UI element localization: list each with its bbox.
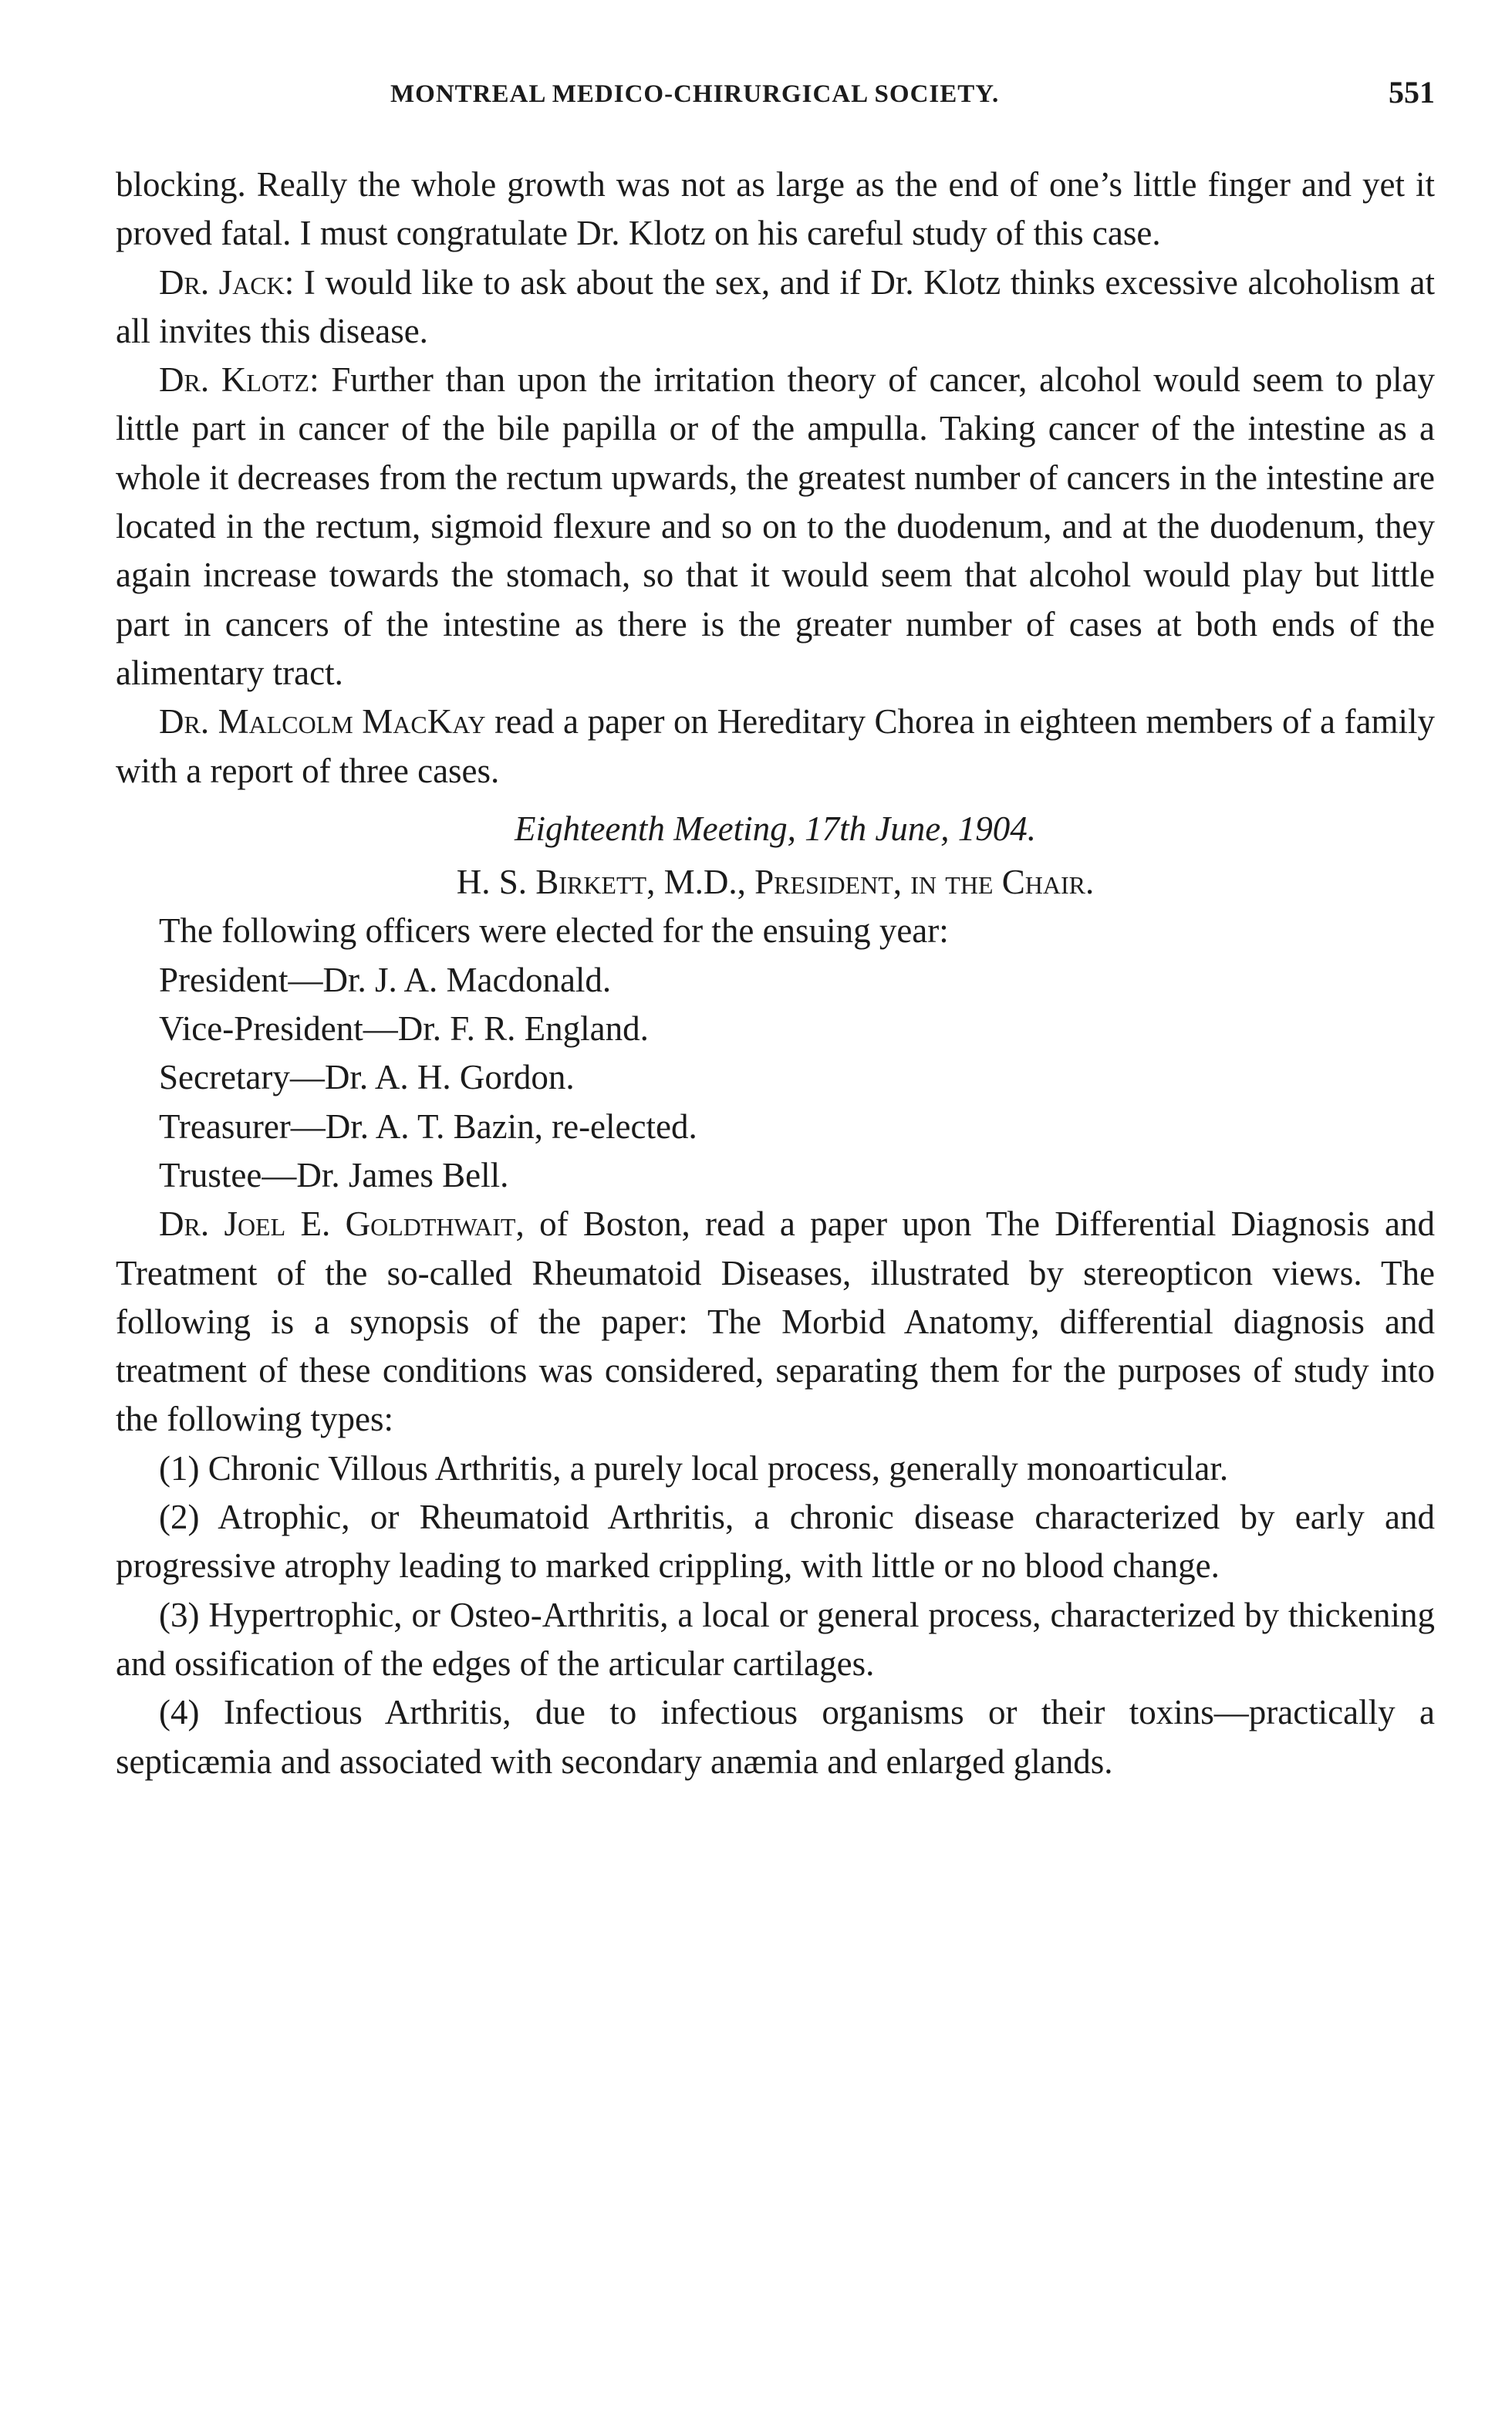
paragraph-dr-goldthwait [116,1200,1435,1444]
page-number: 551 [1389,75,1435,110]
paragraph-dr-mackay-text: read a paper on Hereditary Chorea in eighteen members of a family with a report of three cases. [116,702,1435,790]
paragraph-dr-mackay [116,698,1435,796]
type-item: (3) Hypertrophic, or Osteo-Arthritis, a local or general process, characterized by thickening and ossification of the edges of the articular cartilages. [116,1595,1435,1683]
body-text [116,160,1435,1786]
officers-section [159,907,1435,1200]
paragraph-dr-goldthwait-text: of Boston, read a paper upon The Differential Diagnosis and Treatment of the so-called Rheumatoid Diseases, illustrated by stereopticon views. The following is a synopsis of the paper: The Morbid Anatomy, differential diagnosis and treatment of these conditions was considered, separating them for the purposes of study into the following types: [116,1204,1435,1439]
meeting-heading: Eighteenth Meeting, 17th June, 1904. [514,809,1037,848]
paragraph-continuation: blocking. Really the whole growth was not as large as the end of one’s little finger and yet it proved fatal. I must congratulate Dr. Klotz on his careful study of this case. [116,165,1435,253]
meeting-chair: H. S. Birkett, M.D., President, in the Chair. [456,863,1095,902]
speaker-dr-klotz: Dr. Klotz: [159,360,319,400]
speaker-dr-goldthwait: Dr. Joel E. Goldthwait, [159,1204,525,1244]
type-item: (1) Chronic Villous Arthritis, a purely local process, generally monoarticular. [159,1448,1229,1488]
paragraph-dr-klotz-text: Further than upon the irritation theory of cancer, alcohol would seem to play little part in cancer of the bile papilla or of the ampulla. Taking cancer of the intestine as a whole it decreases from the rectum upwards, the greatest number of cancers in the intestine are located in the rectum, sigmoid flexure and so on to the duodenum, and at the duodenum, they again increase towards the stomach, so that it would seem that alcohol would play but little part in cancers of the intestine as there is the greater number of cases at both ends of the alimentary tract. [116,360,1436,692]
officer-treasurer: Treasurer—Dr. A. T. Bazin, re-elected. [159,1106,697,1146]
running-title: MONTREAL MEDICO-CHIRURGICAL SOCIETY. [390,80,1000,108]
officer-vice-president: Vice-President—Dr. F. R. England. [159,1009,649,1049]
type-item: (4) Infectious Arthritis, due to infectious organisms or their toxins—practically a septicæmia and associated with secondary anæmia and enlarged glands. [116,1693,1435,1781]
officer-president: President—Dr. J. A. Macdonald. [159,960,612,999]
officer-secretary: Secretary—Dr. A. H. Gordon. [159,1058,575,1097]
officer-trustee: Trustee—Dr. James Bell. [159,1155,509,1194]
paragraph-dr-klotz [116,356,1435,698]
speaker-dr-jack: Dr. Jack: [159,262,295,302]
speaker-dr-mackay: Dr. Malcolm MacKay [159,702,486,742]
running-head [116,74,1435,128]
officers-intro: The following officers were elected for the ensuing year: [159,911,949,951]
paragraph-dr-jack-text: I would like to ask about the sex, and if Dr. Klotz thinks excessive alcoholism at all invites this disease. [116,262,1435,350]
type-item: (2) Atrophic, or Rheumatoid Arthritis, a chronic disease characterized by early and progressive atrophy leading to marked crippling, with little or no blood change. [116,1498,1435,1586]
paragraph-dr-jack [116,258,1435,356]
